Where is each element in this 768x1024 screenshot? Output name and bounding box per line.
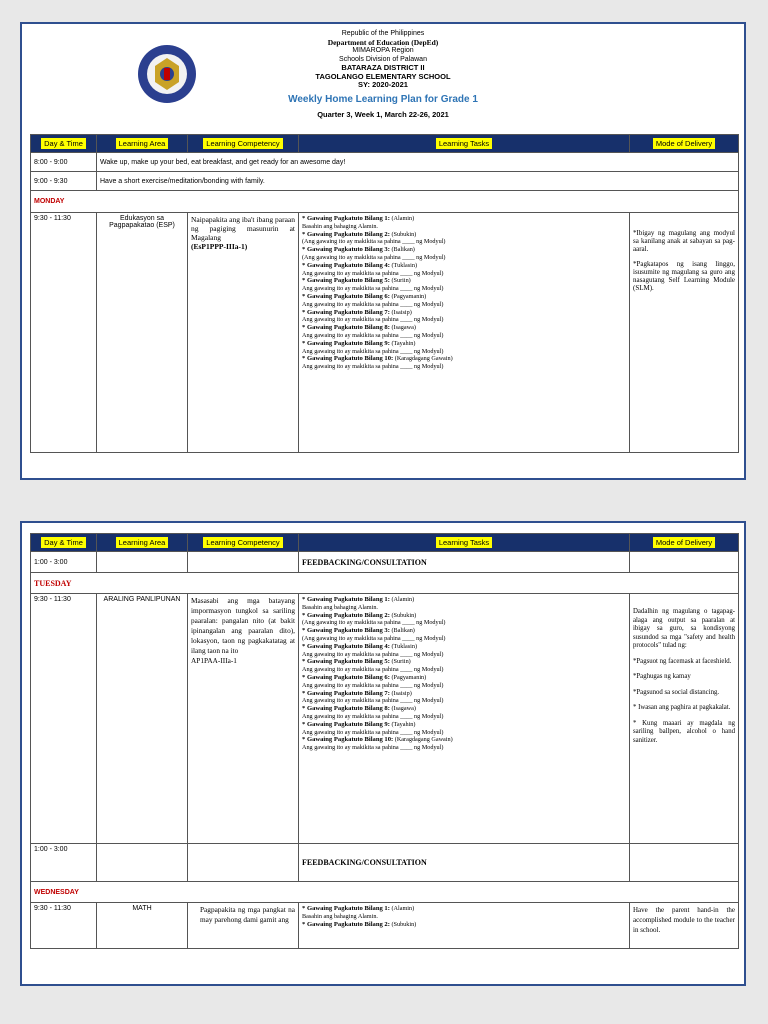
row-time: 1:00 - 3:00 — [31, 844, 97, 882]
task-part: (Tayahin) — [391, 720, 416, 728]
feedback-row — [31, 552, 739, 573]
lesson-time: 9:30 - 11:30 — [31, 213, 97, 453]
task-part: (Alamin) — [391, 215, 415, 222]
day-label: MONDAY — [34, 198, 65, 205]
mode-text: *Paghugas ng kamay — [633, 673, 691, 680]
learning-area: MATH — [97, 903, 188, 949]
task-title: * Gawaing Pagkatuto Bilang 10: — [302, 355, 394, 363]
col-learning-area: Learning Area — [116, 138, 169, 149]
lesson-row-esp — [31, 213, 739, 453]
task-title: * Gawaing Pagkatuto Bilang 4: — [302, 261, 390, 269]
district-text: BATARAZA DISTRICT II — [341, 63, 425, 72]
learning-competency — [188, 594, 299, 844]
mode-of-delivery — [630, 213, 739, 453]
learning-area: ARALING PANLIPUNAN — [97, 594, 188, 844]
row-activity: Wake up, make up your bed, eat breakfast, and get ready for an awesome day! — [97, 153, 739, 172]
task-part: (Karagdagang Gawain) — [394, 736, 453, 744]
mode-text: *Ibigay ng magulang ang modyul sa kanilang anak at sabayan sa pag-aaral. — [633, 229, 735, 253]
task-note: Ang gawaing ito ay makikita sa pahina ____ ng Modyul) — [302, 681, 444, 689]
mode-text: Dadalhin ng magulang o tagapag-alaga ang output sa paaralan at ibigay sa guro, sa kondisyong susundod sa mga "safety and health protocols" tulad ng: — [633, 608, 735, 649]
task-part: (Alamin) — [391, 596, 415, 603]
task-note: Basahin ang bahaging Alamin. — [302, 603, 378, 611]
task-title: * Gawaing Pagkatuto Bilang 2: — [302, 611, 390, 619]
col-mode-of-delivery: Mode of Delivery — [653, 537, 715, 548]
mode-text: *Pagsuot ng facemask at faceshield. — [633, 657, 732, 665]
task-note: (Ang gawaing ito ay makikita sa pahina ____ ng Modyul) — [302, 253, 446, 261]
col-day-time: Day & Time — [41, 138, 86, 149]
col-learning-competency: Learning Competency — [203, 138, 282, 149]
task-part: (Isagawa) — [391, 324, 416, 332]
task-note: Ang gawaing ito ay makikita sa pahina ____ ng Modyul) — [302, 697, 444, 705]
republic-text: Republic of the Philippines — [341, 30, 425, 37]
table-row — [31, 172, 739, 191]
mode-text: *Pagsunod sa social distancing. — [633, 688, 720, 696]
learning-competency: Pagpapakita ng mga pangkat na may parehong dami gamit ang — [188, 903, 299, 949]
task-title: * Gawaing Pagkatuto Bilang 4: — [302, 642, 390, 650]
task-title: * Gawaing Pagkatuto Bilang 10: — [302, 736, 394, 744]
competency-text: Naipapakita ang iba't ibang paraan ng pagiging masunurin at Magalang — [191, 215, 295, 242]
task-title: * Gawaing Pagkatuto Bilang 1: — [302, 905, 390, 912]
task-note: Ang gawaing ito ay makikita sa pahina ____ ng Modyul) — [302, 363, 444, 371]
task-part: (Balikan) — [391, 246, 415, 254]
task-note: Ang gawaing ito ay makikita sa pahina ____ ng Modyul) — [302, 285, 444, 293]
division-text: Schools Division of Palawan — [339, 55, 427, 63]
task-title: * Gawaing Pagkatuto Bilang 1: — [302, 215, 390, 222]
row-time: 9:00 - 9:30 — [31, 172, 97, 191]
task-note: Ang gawaing ito ay makikita sa pahina ____ ng Modyul) — [302, 650, 444, 658]
mode-text: *Pagkatapos ng isang linggo, isusumite ng magulang sa guro ang nasagutang Self Learning Module (SLM). — [633, 260, 735, 292]
task-note: Ang gawaing ito ay makikita sa pahina ____ ng Modyul) — [302, 712, 444, 720]
task-note: Ang gawaing ito ay makikita sa pahina ____ ng Modyul) — [302, 347, 444, 355]
competency-code: AP1PAA-IIIa-1 — [191, 656, 237, 665]
task-part: (Suriin) — [391, 277, 411, 285]
task-note: (Ang gawaing ito ay makikita sa pahina ____ ng Modyul) — [302, 634, 446, 642]
task-part: (Tuklasin) — [391, 261, 418, 269]
school-year-text: SY: 2020-2021 — [358, 80, 408, 89]
learning-tasks — [299, 213, 630, 453]
task-part: (Karagdagang Gawain) — [394, 355, 453, 363]
col-learning-competency: Learning Competency — [203, 537, 282, 548]
mode-of-delivery — [630, 594, 739, 844]
region-text: MIMAROPA Region — [352, 47, 414, 54]
task-title: * Gawaing Pagkatuto Bilang 1: — [302, 596, 390, 603]
row-activity: Have a short exercise/meditation/bonding with family. — [97, 172, 739, 191]
competency-text: Masasabi ang mga batayang impormasyon tungkol sa sariling paaralan: pangalan nito (at bakit ipinangalan ang paaralan dito), lokasyon, taon ng pagkakatatag at ilang taon na ito — [191, 596, 295, 655]
task-part: (Pagyamanin) — [391, 673, 427, 681]
day-row-tuesday — [31, 573, 739, 594]
learning-plan-table-1 — [30, 134, 739, 453]
task-title: * Gawaing Pagkatuto Bilang 3: — [302, 627, 390, 635]
learning-competency — [188, 213, 299, 453]
department-text: Department of Education (DepEd) — [327, 37, 439, 47]
task-note: Ang gawaing ito ay makikita sa pahina ____ ng Modyul) — [302, 744, 444, 752]
feedback-text: FEEDBACKING/CONSULTATION — [299, 844, 630, 882]
task-note: Ang gawaing ito ay makikita sa pahina ____ ng Modyul) — [302, 728, 444, 736]
col-learning-area: Learning Area — [116, 537, 169, 548]
day-row-monday — [31, 191, 739, 213]
task-title: * Gawaing Pagkatuto Bilang 8: — [302, 705, 390, 713]
task-title: * Gawaing Pagkatuto Bilang 5: — [302, 277, 390, 285]
task-title: * Gawaing Pagkatuto Bilang 7: — [302, 689, 390, 697]
task-part: (Pagyamanin) — [391, 292, 427, 300]
task-title: * Gawaing Pagkatuto Bilang 7: — [302, 308, 390, 316]
task-part: (Isaisip) — [391, 689, 412, 697]
feedback-text: FEEDBACKING/CONSULTATION — [299, 552, 630, 573]
task-part: (Suriin) — [391, 658, 411, 666]
task-note: (Ang gawaing ito ay makikita sa pahina ____ ng Modyul) — [302, 238, 446, 246]
day-row-wednesday — [31, 882, 739, 903]
mode-of-delivery: Have the parent hand-in the accomplished module to the teacher in school. — [630, 903, 739, 949]
task-part: (Subukin) — [391, 230, 417, 238]
quarter-text: Quarter 3, Week 1, March 22-26, 2021 — [317, 109, 449, 119]
task-title: * Gawaing Pagkatuto Bilang 3: — [302, 246, 390, 254]
task-part: (Tayahin) — [391, 339, 416, 347]
task-title: * Gawaing Pagkatuto Bilang 9: — [302, 720, 390, 728]
document-page-1 — [20, 22, 746, 480]
competency-code: (EsP1PPP-IIIa-1) — [191, 242, 248, 251]
plan-title: Weekly Home Learning Plan for Grade 1 — [288, 93, 478, 105]
col-mode-of-delivery: Mode of Delivery — [653, 138, 715, 149]
day-label: TUESDAY — [34, 578, 72, 588]
task-part: (Isaisip) — [391, 308, 412, 316]
row-time: 8:00 - 9:00 — [31, 153, 97, 172]
school-text: TAGOLANGO ELEMENTARY SCHOOL — [315, 71, 451, 81]
lesson-time: 9:30 - 11:30 — [31, 594, 97, 844]
document-header — [22, 24, 744, 120]
learning-tasks — [299, 903, 630, 949]
row-time: 1:00 - 3:00 — [31, 552, 97, 573]
task-title: * Gawaing Pagkatuto Bilang 8: — [302, 324, 390, 332]
task-part: (Subukin) — [391, 611, 417, 619]
learning-tasks — [299, 594, 630, 844]
task-part: (Balikan) — [391, 627, 415, 635]
task-note: Ang gawaing ito ay makikita sa pahina ____ ng Modyul) — [302, 316, 444, 324]
task-part: (Subukin) — [391, 920, 417, 928]
table-row — [31, 153, 739, 172]
deped-seal-icon — [137, 44, 197, 104]
table-header-row — [31, 534, 739, 552]
task-title: * Gawaing Pagkatuto Bilang 6: — [302, 673, 390, 681]
feedback-row — [31, 844, 739, 882]
task-note: Ang gawaing ito ay makikita sa pahina ____ ng Modyul) — [302, 300, 444, 308]
task-title: * Gawaing Pagkatuto Bilang 5: — [302, 658, 390, 666]
lesson-time: 9:30 - 11:30 — [31, 903, 97, 949]
task-part: (Isagawa) — [391, 705, 416, 713]
task-note: Basahin ang bahaging Alamin. — [302, 222, 378, 230]
learning-area: Edukasyon sa Pagpapakatao (ESP) — [97, 213, 188, 453]
task-part: (Alamin) — [391, 905, 415, 912]
task-note: Basahin ang bahaging Alamin. — [302, 912, 378, 920]
task-note: (Ang gawaing ito ay makikita sa pahina ____ ng Modyul) — [302, 619, 446, 627]
lesson-row-araling-panlipunan — [31, 594, 739, 844]
col-learning-tasks: Learning Tasks — [436, 138, 492, 149]
task-part: (Tuklasin) — [391, 642, 418, 650]
task-title: * Gawaing Pagkatuto Bilang 2: — [302, 230, 390, 238]
lesson-row-math — [31, 903, 739, 949]
col-day-time: Day & Time — [41, 537, 86, 548]
task-note: Ang gawaing ito ay makikita sa pahina ____ ng Modyul) — [302, 666, 444, 674]
document-page-2 — [20, 521, 746, 986]
mode-text: * Kung maaari ay magdala ng sariling ballpen, alcohol o hand sanitizer. — [633, 719, 735, 744]
task-note: Ang gawaing ito ay makikita sa pahina ____ ng Modyul) — [302, 331, 444, 339]
task-title: * Gawaing Pagkatuto Bilang 9: — [302, 339, 390, 347]
day-label: WEDNESDAY — [34, 888, 79, 896]
learning-plan-table-2 — [30, 533, 739, 949]
task-note: Ang gawaing ito ay makikita sa pahina ____ ng Modyul) — [302, 269, 444, 277]
mode-text: * Iwasan ang paghira at pagkakalat. — [633, 704, 731, 711]
col-learning-tasks: Learning Tasks — [436, 537, 492, 548]
table-header-row — [31, 135, 739, 153]
task-title: * Gawaing Pagkatuto Bilang 2: — [302, 920, 390, 928]
task-title: * Gawaing Pagkatuto Bilang 6: — [302, 292, 390, 300]
